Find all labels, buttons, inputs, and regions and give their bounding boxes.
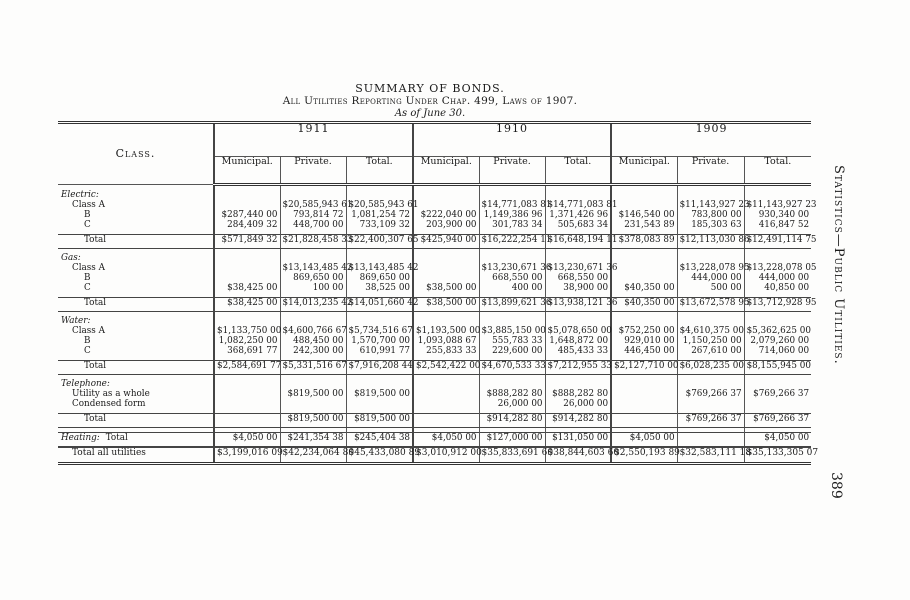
table-cell: 485,433 33 xyxy=(545,346,611,356)
total-header: Total. xyxy=(744,157,811,185)
private-header: Private. xyxy=(280,157,346,185)
table-cell: $13,712,928 95 xyxy=(744,298,811,312)
table-cell: $8,155,945 00 xyxy=(744,361,811,375)
table-cell: 610,991 77 xyxy=(346,346,413,356)
table-cell: $888,282 80 xyxy=(545,389,611,399)
table-cell: 733,109 32 xyxy=(346,220,413,230)
table-cell: 231,543 89 xyxy=(611,220,677,230)
table-cell: 185,303 63 xyxy=(677,220,744,230)
total-header: Total. xyxy=(545,157,611,185)
table-row xyxy=(58,263,811,273)
table-cell: $21,828,458 33 xyxy=(280,235,346,249)
category-row xyxy=(58,190,811,200)
table-cell: 444,000 00 xyxy=(677,273,744,283)
table-cell: 444,000 00 xyxy=(744,273,811,283)
table-cell xyxy=(413,200,479,210)
table-cell: $4,050 00 xyxy=(214,433,280,448)
table-cell: $20,585,943 61 xyxy=(346,200,413,210)
table-cell: $13,899,621 36 xyxy=(479,298,545,312)
page-number xyxy=(826,472,846,502)
table-row xyxy=(58,399,811,409)
table-cell: 446,450 00 xyxy=(611,346,677,356)
table-cell: 448,700 00 xyxy=(280,220,346,230)
table-cell: $245,404 38 xyxy=(346,433,413,448)
year-header-1909: 1909 xyxy=(611,123,811,157)
table-cell: 1,570,700 00 xyxy=(346,336,413,346)
row-label: Class A xyxy=(72,200,105,210)
table-cell: 1,648,872 00 xyxy=(545,336,611,346)
table-cell: $13,228,078 05 xyxy=(744,263,811,273)
table-cell: $1,133,750 00 xyxy=(214,326,280,336)
year-header-1910: 1910 xyxy=(413,123,611,157)
table-cell: $38,500 00 xyxy=(413,298,479,312)
table-row xyxy=(58,326,811,336)
table-cell xyxy=(611,389,677,399)
table-cell: $4,600,766 67 xyxy=(280,326,346,336)
table-cell: 368,691 77 xyxy=(214,346,280,356)
table-cell: 488,450 00 xyxy=(280,336,346,346)
table-cell xyxy=(214,414,280,428)
table-cell: $38,844,603 60 xyxy=(545,447,611,464)
table-row xyxy=(58,200,811,210)
table-cell: $1,193,500 00 xyxy=(413,326,479,336)
table-cell: 555,783 33 xyxy=(479,336,545,346)
table-cell xyxy=(214,273,280,283)
table-cell: $6,028,235 00 xyxy=(677,361,744,375)
table-cell xyxy=(214,263,280,273)
grand-total-row xyxy=(58,447,811,464)
table-cell xyxy=(677,433,744,448)
total-label: Total xyxy=(105,433,128,443)
table-cell: 26,000 00 xyxy=(545,399,611,409)
table-cell: $752,250 00 xyxy=(611,326,677,336)
table-cell: 242,300 00 xyxy=(280,346,346,356)
table-cell: 505,683 34 xyxy=(545,220,611,230)
table-cell: $378,083 89 xyxy=(611,235,677,249)
table-cell: $13,230,671 36 xyxy=(545,263,611,273)
row-label: C xyxy=(84,283,91,293)
table-cell: $12,113,030 86 xyxy=(677,235,744,249)
table-cell: 668,550 00 xyxy=(479,273,545,283)
category-label: Electric: xyxy=(61,190,99,200)
table-cell xyxy=(214,200,280,210)
table-cell: $5,078,650 00 xyxy=(545,326,611,336)
table-cell: $32,583,111 18 xyxy=(677,447,744,464)
category-row xyxy=(58,379,811,389)
year-header-1911: 1911 xyxy=(214,123,413,157)
table-cell: $287,440 00 xyxy=(214,210,280,220)
row-label: Condensed form xyxy=(72,399,146,409)
page-number-text: 389 xyxy=(828,472,844,499)
table-cell xyxy=(677,399,744,409)
heating-label-cell xyxy=(58,433,214,448)
table-row xyxy=(58,283,811,293)
row-label: B xyxy=(84,273,91,283)
table-cell: $11,143,927 23 xyxy=(744,200,811,210)
table-row xyxy=(58,220,811,230)
table-cell xyxy=(346,399,413,409)
table-cell xyxy=(611,273,677,283)
running-side-heading xyxy=(828,165,846,385)
table-cell: 229,600 00 xyxy=(479,346,545,356)
table-cell: 668,550 00 xyxy=(545,273,611,283)
table-cell: $38,425 00 xyxy=(214,283,280,293)
page-title: SUMMARY OF BONDS. xyxy=(355,82,505,95)
table-cell: $35,833,691 60 xyxy=(479,447,545,464)
table-cell: $20,585,943 61 xyxy=(280,200,346,210)
table-cell: $3,885,150 00 xyxy=(479,326,545,336)
total-header: Total. xyxy=(346,157,413,185)
table-cell: $769,266 37 xyxy=(677,414,744,428)
table-cell: 500 00 xyxy=(677,283,744,293)
table-cell: $819,500 00 xyxy=(346,414,413,428)
bonds-summary-table xyxy=(58,121,819,465)
grand-total-label: Total all utilities xyxy=(58,447,214,464)
class-column-header: Class. xyxy=(58,123,214,185)
table-cell: $38,500 00 xyxy=(413,283,479,293)
category-label: Water: xyxy=(61,316,91,326)
table-cell: 267,610 00 xyxy=(677,346,744,356)
table-cell: 38,900 00 xyxy=(545,283,611,293)
row-label: B xyxy=(84,336,91,346)
table-cell: $16,648,194 11 xyxy=(545,235,611,249)
category-label: Heating: xyxy=(61,433,100,443)
table-cell: $40,350 00 xyxy=(611,283,677,293)
table-cell: $13,230,671 36 xyxy=(479,263,545,273)
total-row xyxy=(58,361,811,375)
table-cell: $12,491,114 75 xyxy=(744,235,811,249)
total-label: Total xyxy=(58,235,214,249)
table-cell: $13,228,078 95 xyxy=(677,263,744,273)
table-cell: $2,550,193 89 xyxy=(611,447,677,464)
table-cell: $222,040 00 xyxy=(413,210,479,220)
table-cell: 930,340 00 xyxy=(744,210,811,220)
table-cell: 929,010 00 xyxy=(611,336,677,346)
table-cell: 1,093,088 67 xyxy=(413,336,479,346)
table-cell: 1,371,426 96 xyxy=(545,210,611,220)
table-cell xyxy=(413,263,479,273)
table-cell: 38,525 00 xyxy=(346,283,413,293)
table-cell: 869,650 00 xyxy=(346,273,413,283)
table-cell: 284,409 32 xyxy=(214,220,280,230)
table-cell: 1,082,250 00 xyxy=(214,336,280,346)
row-label: C xyxy=(84,346,91,356)
table-cell: $4,050 00 xyxy=(744,433,811,448)
table-cell: $769,266 37 xyxy=(744,389,811,399)
table-cell xyxy=(611,200,677,210)
table-cell: $14,771,083 81 xyxy=(545,200,611,210)
private-header: Private. xyxy=(677,157,744,185)
table-cell: 203,900 00 xyxy=(413,220,479,230)
table-cell: $819,500 00 xyxy=(280,414,346,428)
municipal-header: Municipal. xyxy=(611,157,677,185)
row-label: C xyxy=(84,220,91,230)
table-cell: $4,050 00 xyxy=(611,433,677,448)
total-row xyxy=(58,235,811,249)
total-label: Total xyxy=(58,414,214,428)
table-cell: $16,222,254 11 xyxy=(479,235,545,249)
table-cell: $14,013,235 42 xyxy=(280,298,346,312)
table-cell: $38,425 00 xyxy=(214,298,280,312)
table-cell: $7,212,955 33 xyxy=(545,361,611,375)
table-cell: $146,540 00 xyxy=(611,210,677,220)
table-cell: $888,282 80 xyxy=(479,389,545,399)
table-cell: $5,362,625 00 xyxy=(744,326,811,336)
table-row xyxy=(58,346,811,356)
table-cell: 1,150,250 00 xyxy=(677,336,744,346)
side-heading-text: Statistics—Public Utilities. xyxy=(831,165,846,365)
table-cell: $425,940 00 xyxy=(413,235,479,249)
table-cell: 1,149,386 96 xyxy=(479,210,545,220)
table-cell: 783,800 00 xyxy=(677,210,744,220)
table-cell xyxy=(214,399,280,409)
table-cell: $571,849 32 xyxy=(214,235,280,249)
table-cell xyxy=(413,414,479,428)
table-cell xyxy=(611,263,677,273)
table-cell: $131,050 00 xyxy=(545,433,611,448)
table-cell: $769,266 37 xyxy=(677,389,744,399)
table-cell: $4,670,533 33 xyxy=(479,361,545,375)
total-label: Total xyxy=(58,298,214,312)
table-cell xyxy=(280,399,346,409)
table-cell xyxy=(413,399,479,409)
table-cell: $13,938,121 36 xyxy=(545,298,611,312)
row-label: Utility as a whole xyxy=(72,389,150,399)
table-cell: 793,814 72 xyxy=(280,210,346,220)
table-cell: $2,127,710 00 xyxy=(611,361,677,375)
table-cell: 1,081,254 72 xyxy=(346,210,413,220)
table-cell: 2,079,260 00 xyxy=(744,336,811,346)
year-header-row xyxy=(58,123,811,157)
table-cell: $14,771,083 81 xyxy=(479,200,545,210)
table-cell: 100 00 xyxy=(280,283,346,293)
table-cell xyxy=(413,389,479,399)
table-cell xyxy=(413,273,479,283)
row-label: Class A xyxy=(72,263,105,273)
heating-total-row xyxy=(58,433,811,448)
category-label: Telephone: xyxy=(61,379,110,389)
table-cell: $819,500 00 xyxy=(346,389,413,399)
table-row xyxy=(58,336,811,346)
table-row xyxy=(58,210,811,220)
table-cell: $2,542,422 00 xyxy=(413,361,479,375)
table-body xyxy=(58,185,819,464)
table-cell: 416,847 52 xyxy=(744,220,811,230)
table-cell: 869,650 00 xyxy=(280,273,346,283)
table-cell: 26,000 00 xyxy=(479,399,545,409)
table-cell: $22,400,307 65 xyxy=(346,235,413,249)
total-label: Total xyxy=(58,361,214,375)
row-label: Class A xyxy=(72,326,105,336)
page-subtitle: All Utilities Reporting Under Chap. 499, Laws of 1907. xyxy=(282,95,578,107)
row-label: B xyxy=(84,210,91,220)
table-cell: $4,610,375 00 xyxy=(677,326,744,336)
category-row xyxy=(58,253,811,263)
category-row xyxy=(58,316,811,326)
municipal-header: Municipal. xyxy=(214,157,280,185)
table-cell: 301,783 34 xyxy=(479,220,545,230)
table-cell: $5,331,516 67 xyxy=(280,361,346,375)
table-cell: $42,234,064 80 xyxy=(280,447,346,464)
table-cell: $819,500 00 xyxy=(280,389,346,399)
category-label: Gas: xyxy=(61,253,81,263)
table-cell: $5,734,516 67 xyxy=(346,326,413,336)
table-cell: $40,350 00 xyxy=(611,298,677,312)
table-cell xyxy=(744,399,811,409)
table-cell: 40,850 00 xyxy=(744,283,811,293)
table-cell: $11,143,927 23 xyxy=(677,200,744,210)
table-cell: $13,143,485 42 xyxy=(280,263,346,273)
as-of-note: As of June 30. xyxy=(394,108,466,119)
municipal-header: Municipal. xyxy=(413,157,479,185)
table-cell: 400 00 xyxy=(479,283,545,293)
total-row xyxy=(58,414,811,428)
table-cell: 255,833 33 xyxy=(413,346,479,356)
table-cell: $45,433,080 89 xyxy=(346,447,413,464)
table-cell: $4,050 00 xyxy=(413,433,479,448)
table-cell: $13,143,485 42 xyxy=(346,263,413,273)
total-row xyxy=(58,298,811,312)
table-cell: $35,133,305 07 xyxy=(744,447,811,464)
table-cell xyxy=(611,414,677,428)
table-cell: $914,282 80 xyxy=(479,414,545,428)
table-cell: 714,060 00 xyxy=(744,346,811,356)
table-cell: $7,916,208 44 xyxy=(346,361,413,375)
private-header: Private. xyxy=(479,157,545,185)
table-cell: $13,672,578 95 xyxy=(677,298,744,312)
table-row xyxy=(58,389,811,399)
table-cell: $914,282 80 xyxy=(545,414,611,428)
table-cell: $769,266 37 xyxy=(744,414,811,428)
table-cell: $3,010,912 00 xyxy=(413,447,479,464)
table-cell: $3,199,016 09 xyxy=(214,447,280,464)
table-cell xyxy=(214,389,280,399)
table-cell: $2,584,691 77 xyxy=(214,361,280,375)
table-cell: $127,000 00 xyxy=(479,433,545,448)
table-cell xyxy=(611,399,677,409)
table-row xyxy=(58,273,811,283)
table-cell: $14,051,660 42 xyxy=(346,298,413,312)
table-cell: $241,354 38 xyxy=(280,433,346,448)
